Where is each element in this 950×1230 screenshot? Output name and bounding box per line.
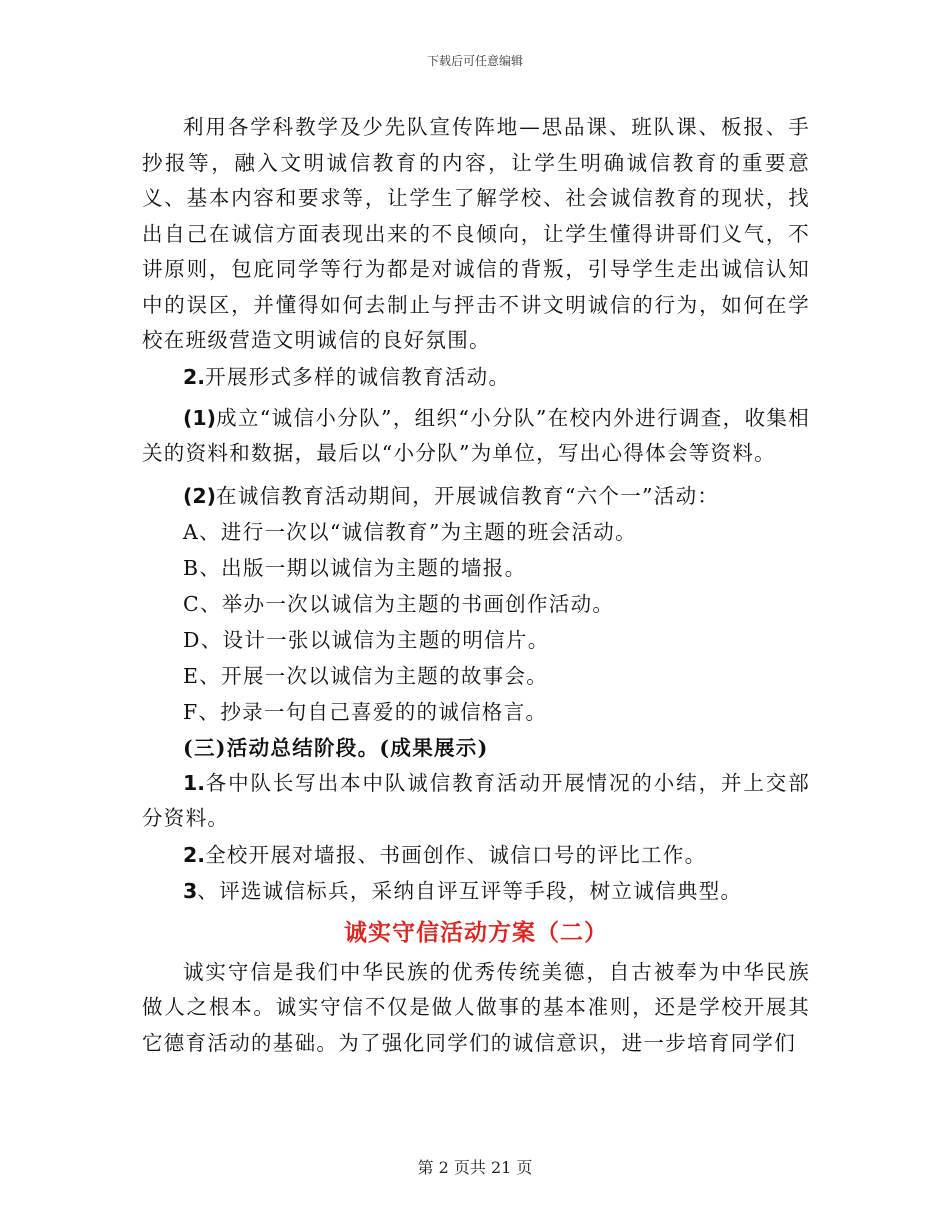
sub-item-1-number: (1) <box>183 405 217 430</box>
activity-item: E、开展一次以诚信为主题的故事会。 <box>183 663 549 688</box>
sub-item-1 <box>142 401 810 472</box>
activity-item: A、进行一次以“诚信教育”为主题的班会活动。 <box>183 519 637 544</box>
summary-item-3-number: 3 <box>183 878 198 903</box>
section-2-paragraph: 诚实守信是我们中华民族的优秀传统美德，自古被奉为中华民族做人之根本。诚实守信不仅是做人做事的基本准则，还是学校开展其它德育活动的基础。为了强化同学们的诚信意识，进一步培育同学们 <box>142 959 810 1055</box>
summary-item-3 <box>142 873 810 909</box>
sub-item-1-text: 成立“诚信小分队”，组织“小分队”在校内外进行调查，收集相关的资料和数据，最后以“小分队”为单位，写出心得体会等资料。 <box>142 405 810 465</box>
activity-item: F、抄录一句自己喜爱的的诚信格言。 <box>183 699 548 724</box>
summary-item-1-text: 各中队长写出本中队诚信教育活动开展情况的小结，并上交部分资料。 <box>142 770 810 830</box>
summary-item-3-text: 、评选诚信标兵，采纳自评互评等手段，树立诚信典型。 <box>197 878 743 903</box>
summary-item-2-number: 2. <box>183 842 206 867</box>
item-2-number: 2. <box>183 364 206 389</box>
sub-item-2 <box>142 478 810 514</box>
page-header: 下载后可任意编辑 <box>426 54 523 68</box>
summary-item-1 <box>142 766 810 837</box>
summary-item-2-text: 全校开展对墙报、书画创作、诚信口号的评比工作。 <box>205 842 707 867</box>
sub-item-2-number: (2) <box>183 483 217 508</box>
activity-item: B、出版一期以诚信为主题的墙报。 <box>183 555 527 580</box>
intro-paragraph: 利用各学科教学及少先队宣传阵地—思品课、班队课、板报、手抄报等，融入文明诚信教育的内容，让学生明确诚信教育的重要意义、基本内容和要求等，让学生了解学校、社会诚信教育的现状，找出自己在诚信方面表现出来的不良倾向，让学生懂得讲哥们义气，不讲原则，包庇同学等行为都是对诚信的背叛，引导学生走出诚信认知中的误区，并懂得如何去制止与抨击不讲文明诚信的行为，如何在学校在班级营造文明诚信的良好氛围。 <box>142 115 810 352</box>
document-body <box>142 110 810 1061</box>
activity-item: D、设计一张以诚信为主题的明信片。 <box>183 627 550 652</box>
section-2-title: 诚实守信活动方案（二） <box>344 919 608 946</box>
item-2 <box>142 359 810 395</box>
stage-3-heading: (三)活动总结阶段。(成果展示) <box>183 735 489 760</box>
activity-item: C、举办一次以诚信为主题的书画创作活动。 <box>183 591 615 616</box>
summary-item-1-number: 1. <box>183 770 206 795</box>
summary-item-2 <box>142 837 810 873</box>
item-2-text: 开展形式多样的诚信教育活动。 <box>205 364 511 389</box>
sub-item-2-text: 在诚信教育活动期间，开展诚信教育“六个一”活动： <box>216 483 720 508</box>
page-footer: 第 2 页共 21 页 <box>417 1158 533 1177</box>
